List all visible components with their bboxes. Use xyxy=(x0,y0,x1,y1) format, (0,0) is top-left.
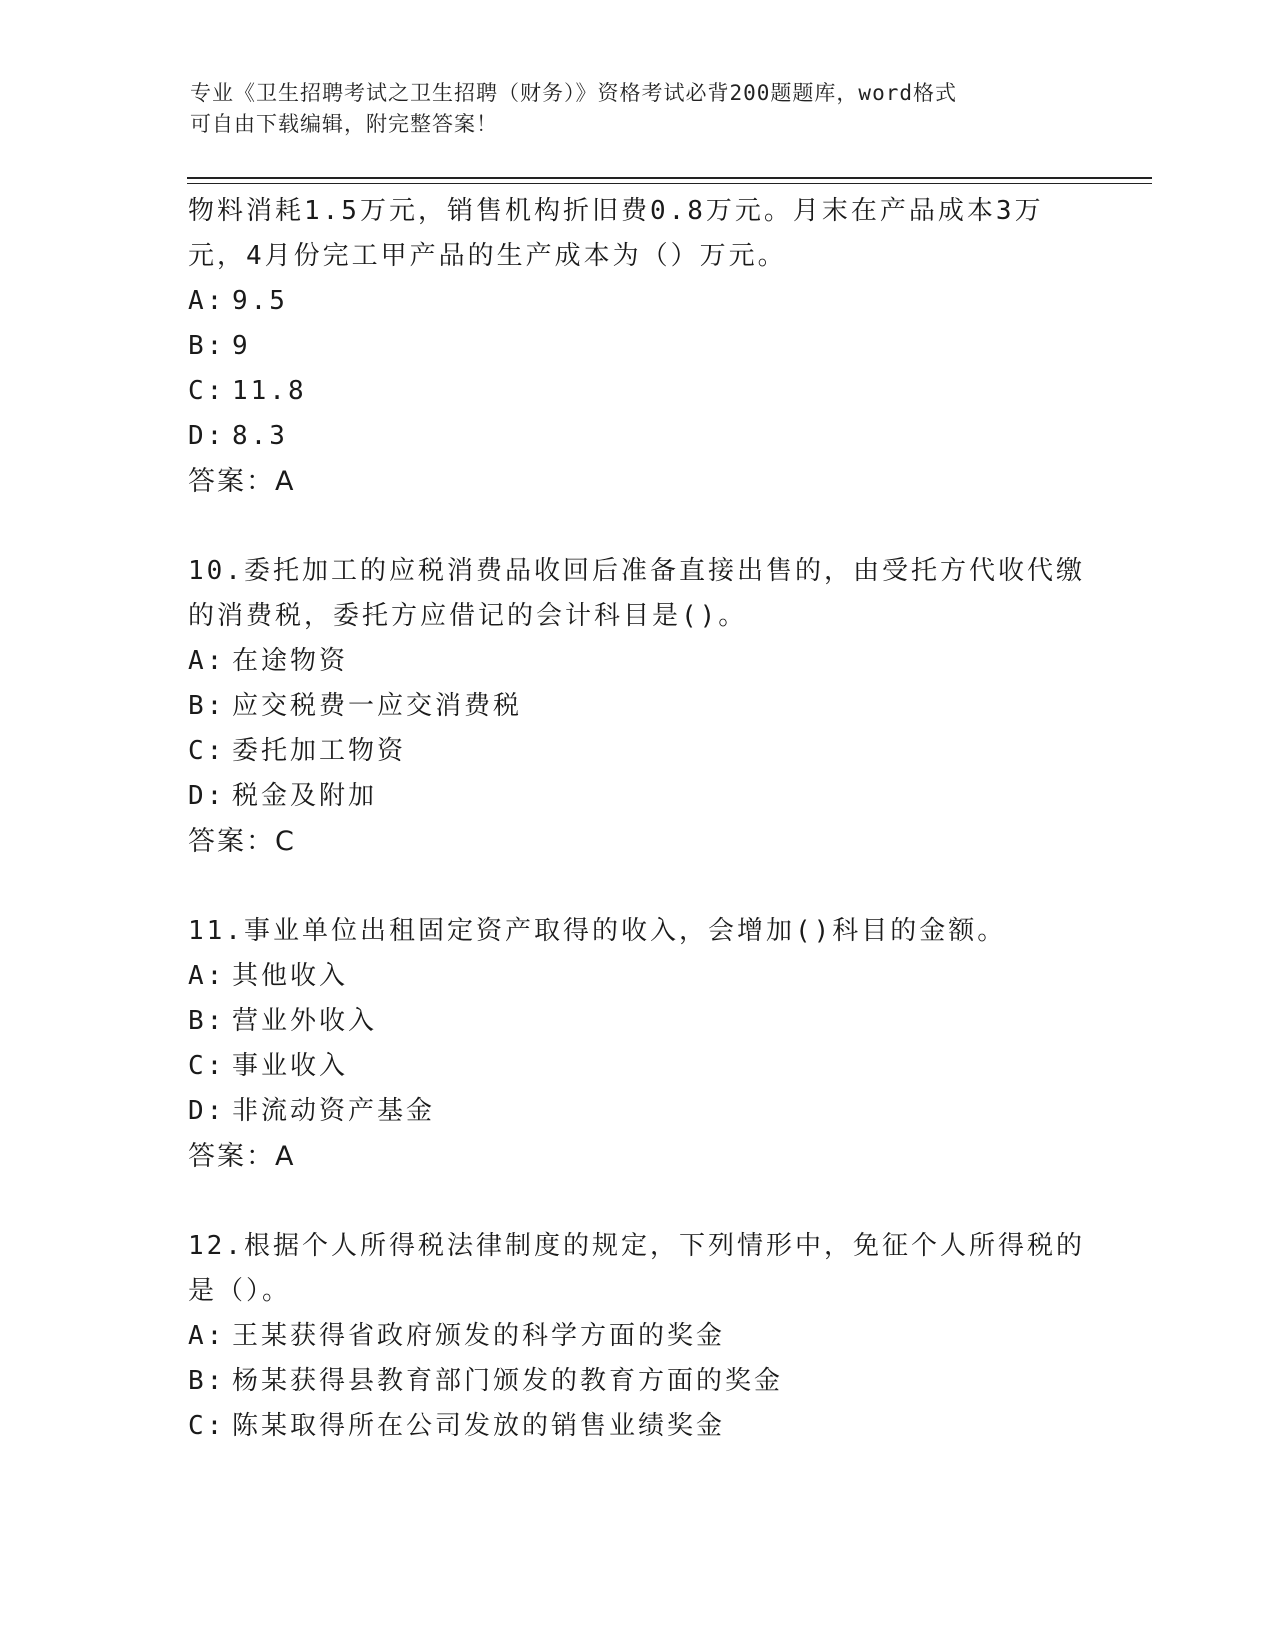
option-b xyxy=(188,1359,1088,1404)
header-divider-thin xyxy=(187,183,1152,184)
option-d xyxy=(188,414,1088,459)
header-divider-thick xyxy=(187,177,1152,179)
option-c xyxy=(188,1044,1088,1089)
option-text: 王某获得省政府颁发的科学方面的奖金 xyxy=(232,1321,726,1351)
option-letter: D: xyxy=(188,1096,226,1126)
option-a xyxy=(188,639,1088,684)
option-letter: A: xyxy=(188,1321,226,1351)
option-text: 事业收入 xyxy=(232,1051,349,1081)
option-text: 在途物资 xyxy=(232,646,349,676)
option-text: 9.5 xyxy=(232,286,288,316)
option-letter: C: xyxy=(188,1051,226,1081)
question-list xyxy=(188,189,1088,1449)
document-header xyxy=(190,78,1070,140)
option-letter: A: xyxy=(188,961,226,991)
option-letter: B: xyxy=(188,691,226,721)
question-12 xyxy=(188,1224,1088,1449)
option-text: 9 xyxy=(232,331,251,361)
option-c xyxy=(188,369,1088,414)
option-letter: C: xyxy=(188,376,226,406)
header-line-2: 可自由下载编辑，附完整答案！ xyxy=(190,112,498,136)
question-stem-line: 是（）。 xyxy=(188,1276,292,1306)
option-c xyxy=(188,729,1088,774)
option-letter: B: xyxy=(188,331,226,361)
option-c xyxy=(188,1404,1088,1449)
option-letter: D: xyxy=(188,421,226,451)
option-d xyxy=(188,774,1088,819)
option-b xyxy=(188,324,1088,369)
option-text: 营业外收入 xyxy=(232,1006,378,1036)
option-letter: C: xyxy=(188,736,226,766)
question-11 xyxy=(188,909,1088,1179)
question-stem-line: 11.事业单位出租固定资产取得的收入，会增加()科目的金额。 xyxy=(188,916,1007,946)
option-letter: A: xyxy=(188,286,226,316)
option-d xyxy=(188,1089,1088,1134)
question-stem-line: 10.委托加工的应税消费品收回后准备直接出售的，由受托方代收代缴 xyxy=(188,556,1085,586)
option-text: 11.8 xyxy=(232,376,307,406)
option-text: 其他收入 xyxy=(232,961,349,991)
question-10 xyxy=(188,549,1088,864)
answer-line: 答案：A xyxy=(188,1141,296,1172)
question-stem-line: 物料消耗1.5万元，销售机构折旧费0.8万元。月末在产品成本3万 xyxy=(188,196,1044,226)
option-b xyxy=(188,999,1088,1044)
option-text: 应交税费一应交消费税 xyxy=(232,691,523,721)
spacer xyxy=(188,864,1088,909)
option-text: 陈某取得所在公司发放的销售业绩奖金 xyxy=(232,1411,726,1441)
option-text: 杨某获得县教育部门颁发的教育方面的奖金 xyxy=(232,1366,784,1396)
option-letter: B: xyxy=(188,1006,226,1036)
option-a xyxy=(188,279,1088,324)
option-letter: C: xyxy=(188,1411,226,1441)
option-text: 委托加工物资 xyxy=(232,736,407,766)
option-letter: B: xyxy=(188,1366,226,1396)
option-a xyxy=(188,954,1088,999)
option-text: 8.3 xyxy=(232,421,288,451)
option-letter: D: xyxy=(188,781,226,811)
question-stem-line: 的消费税，委托方应借记的会计科目是()。 xyxy=(188,601,748,631)
option-a xyxy=(188,1314,1088,1359)
question-stem-line: 12.根据个人所得税法律制度的规定，下列情形中，免征个人所得税的 xyxy=(188,1231,1085,1261)
spacer xyxy=(188,1179,1088,1224)
question-stem-line: 元，4月份完工甲产品的生产成本为（）万元。 xyxy=(188,241,787,271)
answer-line: 答案：C xyxy=(188,826,296,857)
answer-line: 答案：A xyxy=(188,466,296,497)
option-text: 非流动资产基金 xyxy=(232,1096,436,1126)
option-letter: A: xyxy=(188,646,226,676)
header-line-1: 专业《卫生招聘考试之卫生招聘（财务）》资格考试必背200题题库，word格式 xyxy=(190,81,957,105)
option-b xyxy=(188,684,1088,729)
spacer xyxy=(188,504,1088,549)
question-continued xyxy=(188,189,1088,504)
option-text: 税金及附加 xyxy=(232,781,378,811)
